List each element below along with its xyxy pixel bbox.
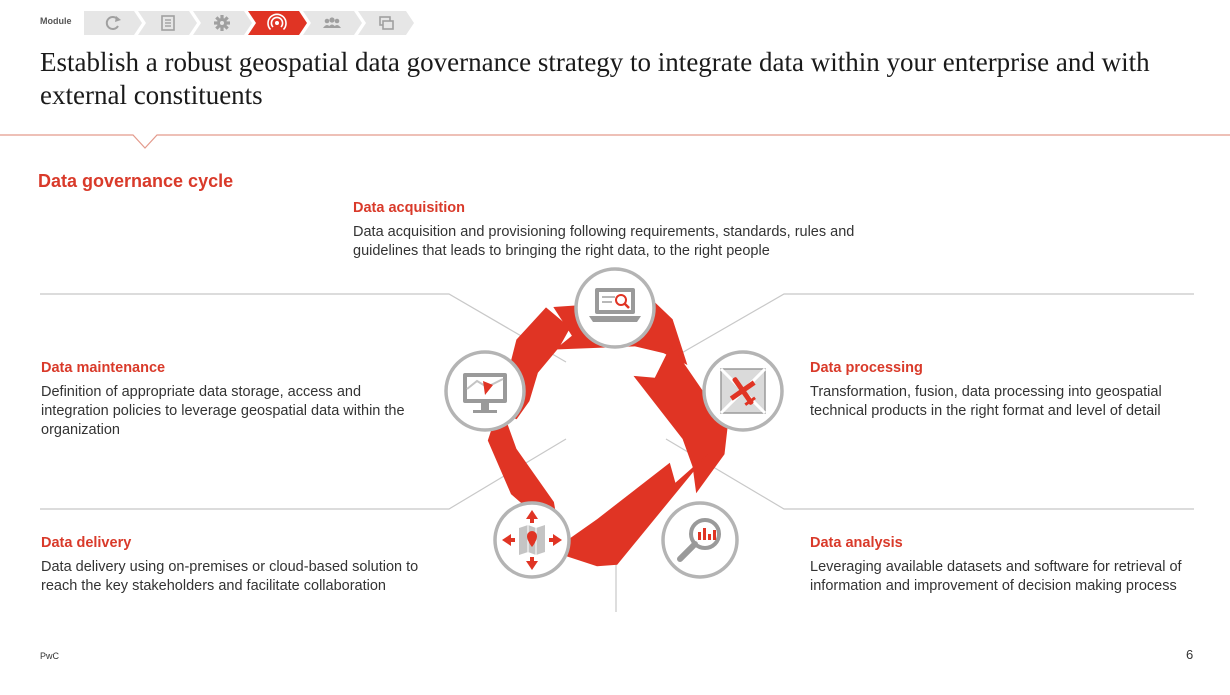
analysis-description: Leveraging available datasets and software for retrieval of information and improvement of decision making process xyxy=(810,559,1182,594)
aircraft-map-icon xyxy=(721,369,765,413)
page-number: 6 xyxy=(1186,647,1194,662)
delivery-title: Data delivery xyxy=(41,535,132,551)
processing-node xyxy=(704,352,782,430)
footer-brand: PwC xyxy=(40,651,60,661)
processing-title: Data processing xyxy=(810,360,923,376)
page-title: Establish a robust geospatial data governance strategy to integrate data within your enterprise and with external constituents xyxy=(40,47,1150,110)
delivery-node xyxy=(495,503,569,577)
processing-description: Transformation, fusion, data processing into geospatial technical products in the right format and level of detail xyxy=(810,384,1162,419)
maintenance-description: Definition of appropriate data storage, access and integration policies to leverage geospatial data within the organization xyxy=(41,384,405,438)
processing-section xyxy=(810,360,1210,421)
maintenance-node xyxy=(446,352,524,430)
module-label: Module xyxy=(40,16,72,26)
acquisition-title: Data acquisition xyxy=(353,200,465,216)
analysis-title: Data analysis xyxy=(810,535,903,551)
acquisition-section xyxy=(353,200,893,261)
acquisition-description: Data acquisition and provisioning following requirements, standards, rules and guidelines that leads to bringing the right data, to the right people xyxy=(353,224,855,259)
maintenance-title: Data maintenance xyxy=(41,360,166,376)
section-subtitle: Data governance cycle xyxy=(38,171,234,191)
acquisition-node xyxy=(576,269,654,347)
laptop-search-icon xyxy=(589,288,641,322)
maintenance-section xyxy=(41,360,421,440)
analysis-section xyxy=(810,535,1210,596)
delivery-section xyxy=(41,535,421,596)
analysis-node xyxy=(663,503,737,577)
delivery-description: Data delivery using on-premises or cloud-based solution to reach the key stakeholders and facilitate collaboration xyxy=(41,559,419,594)
